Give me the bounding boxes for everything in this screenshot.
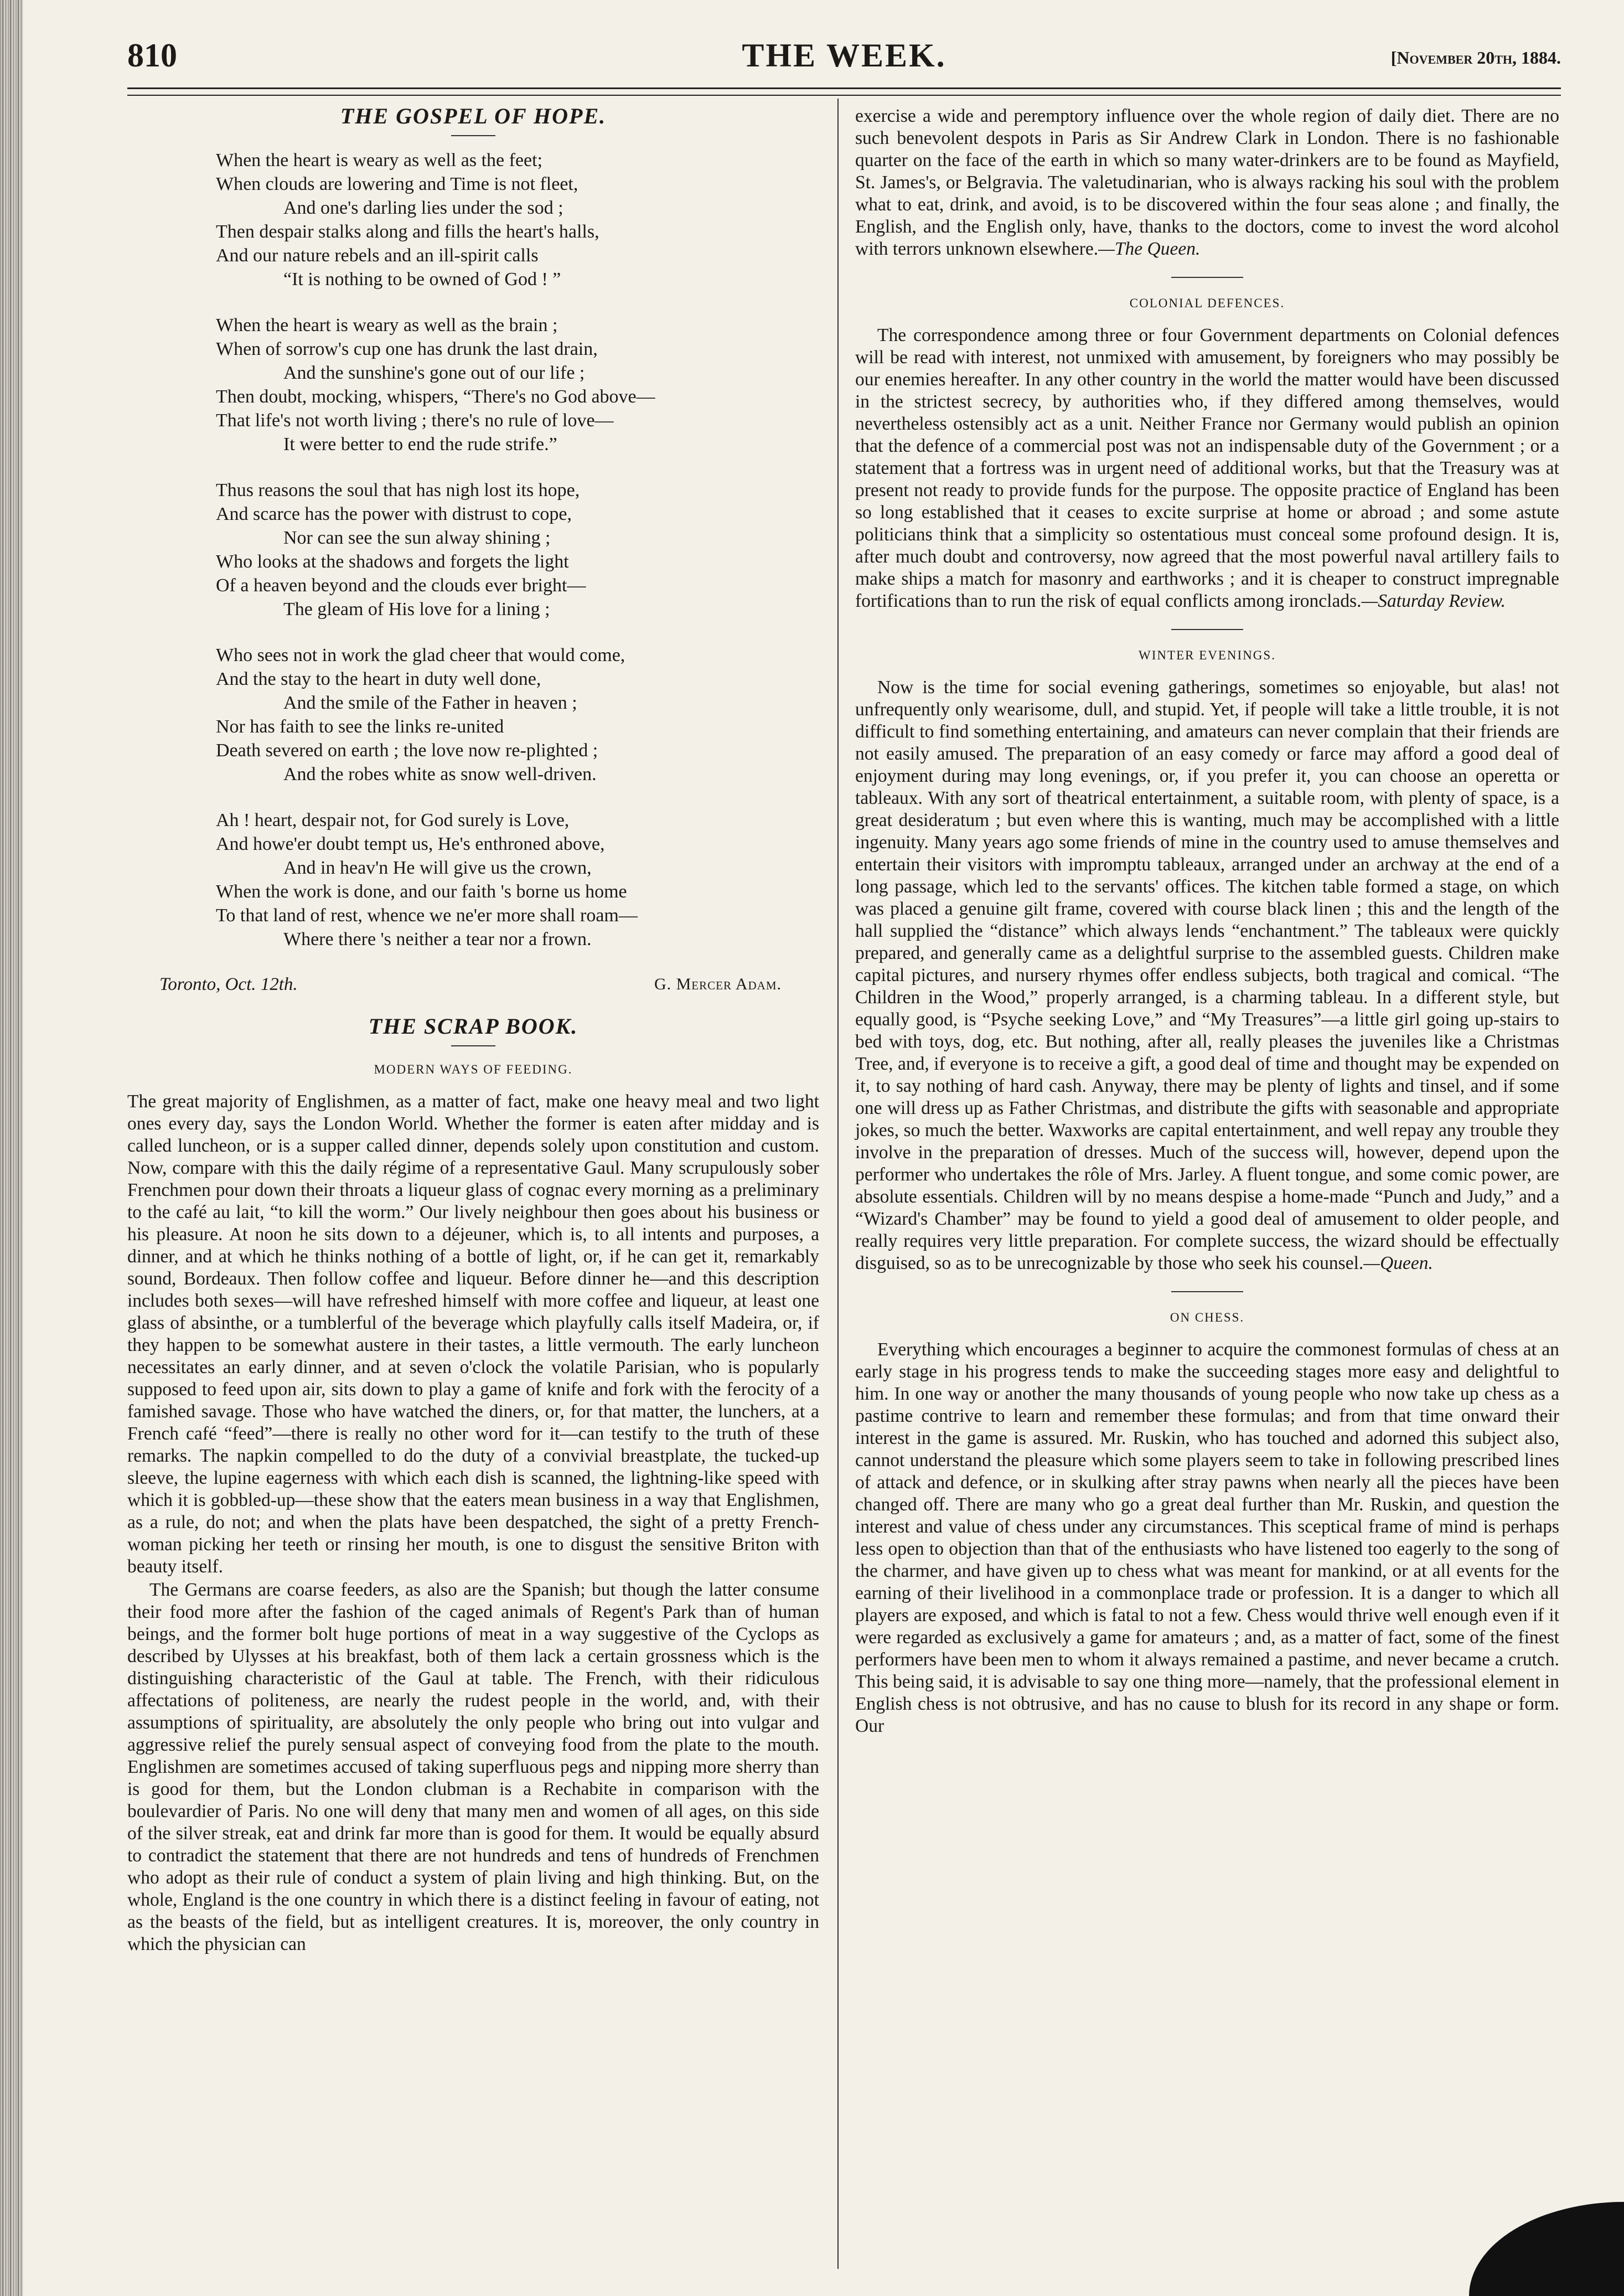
poem-line: And scarce has the power with distrust to cope, bbox=[216, 504, 572, 524]
poem-body bbox=[216, 148, 819, 951]
header-rule bbox=[127, 87, 1561, 96]
poem-line: When clouds are lowering and Time is not fleet, bbox=[216, 174, 578, 194]
winter-source: —Queen. bbox=[1363, 1253, 1433, 1273]
right-column bbox=[855, 105, 1559, 1737]
poem-line: The gleam of His love for a lining ; bbox=[283, 599, 550, 620]
poem-line: When of sorrow's cup one has drunk the last drain, bbox=[216, 339, 598, 359]
poem-line: And the stay to the heart in duty well done, bbox=[216, 669, 541, 689]
poem-line: Of a heaven beyond and the clouds ever bright— bbox=[216, 575, 586, 596]
section-rule bbox=[1171, 277, 1243, 278]
poem-title: THE GOSPEL OF HOPE. bbox=[340, 104, 607, 128]
feeding-continued-text: exercise a wide and peremptory influence over the whole region of daily diet. There are no such benevolent despots in Paris as Sir Andrew Clark in London. There is no fashionable quarter on the face of the earth in which so many water-drinkers are to be found as Mayfield, St. James's, or Belgravia. The valetudinarian, who is always racking his soul with the problem what to eat, drink, and avoid, is to be discovered within the four seas alone ; and finally, the English, and the English only, have, thanks to the doctors, come to invest the word alcohol with terrors unknown elsewhere. bbox=[855, 106, 1559, 259]
chess-heading: ON CHESS. bbox=[1170, 1310, 1245, 1324]
binding-edge bbox=[0, 0, 23, 2296]
poem-stanza bbox=[216, 148, 819, 291]
poem-line: Nor has faith to see the links re-united bbox=[216, 716, 504, 737]
feeding-paragraph: The Germans are coarse feeders, as also are the Spanish; but though the latter consume their food more after the fashion of the caged animals of Regent's Park than of human beings, and the former bolt huge portions of meat in a way suggestive of the Cyclops as described by Ulysses at his breakfast, both of them lack a certain grossness which is the distinguishing characteristic of the Gaul at table. The French, with their ridiculous affectations of politeness, are nearly the rudest people in the world, and, with their assumptions of spirituality, are absolutely the only people who bring out into vulgar and aggressive relief the purely sensual aspect of conveying food from the plate to the mouth. Englishmen are sometimes accused of taking superfluous pegs and nipping more sherry than is good for them, but the London clubman is a Rechabite in comparison with the boulevardier of Paris. No one will deny that many men and women of all ages, on this side of the silver streak, eat and drink far more than is good for them. It would be equally absurd to contradict the statement that there are not hundreds and tens of hundreds of Frenchmen who adopt as their rule of conduct a system of plain living and high thinking. But, on the whole, England is the one country in which there is a distinct feeling in favour of eating, not as the beasts of the field, but as intelligent creatures. It is, moreover, the only country in which the physician can bbox=[127, 1580, 819, 1954]
feeding-heading: MODERN WAYS OF FEEDING. bbox=[374, 1062, 573, 1076]
poem-line: And one's darling lies under the sod ; bbox=[283, 198, 563, 218]
poem-line: Where there 's neither a tear nor a frown. bbox=[283, 929, 592, 950]
section-rule bbox=[1171, 1291, 1243, 1292]
poem-line: And the smile of the Father in heaven ; bbox=[283, 693, 577, 713]
chess-paragraph: Everything which encourages a beginner to acquire the commonest formulas of chess at an early stage in his progress tends to make the succeeding stages more easy and delightful to him. In one way or another the many thousands of young people who now take up chess as a pastime contrive to learn and remember these formulas; and from that time onward their interest in the game is assured. Mr. Ruskin, who has touched and adorned this subject also, cannot understand the pleasure which some players seem to take in following prescribed lines of attack and defence, or in skulking after stray pawns when nearly all the pieces have been changed off. There are many who go a great deal further than Mr. Ruskin, and question the interest and value of chess under any circumstances. This sceptical frame of mind is perhaps less open to objection than that of the enthusiasts who have listened too eagerly to the song of the charmer, and have given up to chess what was meant for mankind, or at all events for the earning of their livelihood in a commonplace trade or profession. It is a danger to which all players are exposed, and which is fatal to not a few. Chess would thrive well enough even if it were regarded as exclusively a game for amateurs ; and, as a matter of fact, some of the finest performers have been men to whom it always remained a pastime, and never became a crutch. This being said, it is advisable to say one thing more—namely, that the professional element in English chess is not obtrusive, and has no cause to blush for its record in any shape or form. Our bbox=[855, 1339, 1559, 1736]
colonial-source: —Saturday Review. bbox=[1361, 591, 1506, 611]
poem-author: G. Mercer Adam. bbox=[654, 975, 782, 993]
feeding-source: —The Queen. bbox=[1098, 239, 1201, 259]
poem-stanza bbox=[216, 808, 819, 951]
poem-line: It were better to end the rude strife.” bbox=[283, 434, 557, 455]
poem-line: And the sunshine's gone out of our life ; bbox=[283, 363, 585, 383]
poem-line: When the heart is weary as well as the brain ; bbox=[216, 315, 558, 336]
column-divider bbox=[837, 99, 839, 2269]
colonial-text: The correspondence among three or four Government departments on Colonial defences will be read with interest, not unmixed with amusement, by foreigners who may possibly be our enemies hereafter. In any other country in the world the matter would have been discussed in the strictest secrecy, by authorities who, if they differed among themselves, would nevertheless ostensibly act as a unit. Neither France nor Germany would publish an opinion that the defence of a commercial post was not an indispensable duty of the Government ; or a statement that a fortress was in urgent need of additional works, but that the Treasury was at present not ready to provide funds for the purpose. The opposite practice of England has been so long established that it ceases to excite surprise at home or abroad ; and some astute politicians think that a simplicity so ostentatious must conceal some profound design. It is, after much doubt and controversy, now agreed that the most powerful naval artillery fails to make ships a match for masonry and earthworks ; and it is cheaper to construct impregnable fortifications than to run the risk of equal conflicts among ironclads. bbox=[855, 325, 1559, 611]
poem-line: And our nature rebels and an ill-spirit calls bbox=[216, 245, 539, 266]
poem-stanza bbox=[216, 643, 819, 786]
poem-line: And in heav'n He will give us the crown, bbox=[283, 858, 592, 878]
poem-line: Thus reasons the soul that has nigh lost its hope, bbox=[216, 480, 580, 501]
winter-heading: WINTER EVENINGS. bbox=[1139, 648, 1276, 662]
poem-line: Then despair stalks along and fills the heart's halls, bbox=[216, 221, 599, 242]
issue-date: [November 20th, 1884. bbox=[1390, 48, 1561, 68]
masthead: THE WEEK. bbox=[742, 37, 947, 74]
poem-line: Who sees not in work the glad cheer that would come, bbox=[216, 645, 625, 665]
poem-line: “It is nothing to be owned of God ! ” bbox=[283, 269, 561, 290]
poem-stanza bbox=[216, 478, 819, 621]
poem-line: Ah ! heart, despair not, for God surely is Love, bbox=[216, 810, 570, 830]
scrap-book-title: THE SCRAP BOOK. bbox=[368, 1014, 578, 1039]
feeding-paragraph-continued bbox=[855, 105, 1559, 260]
poem-line: And the robes white as snow well-driven. bbox=[283, 764, 597, 785]
poem-line: When the work is done, and our faith 's borne us home bbox=[216, 881, 627, 902]
colonial-paragraph bbox=[855, 324, 1559, 612]
page-number: 810 bbox=[127, 37, 177, 74]
left-column bbox=[127, 105, 819, 1956]
poem-stanza bbox=[216, 313, 819, 456]
poem-line: Death severed on earth ; the love now re-plighted ; bbox=[216, 740, 598, 761]
poem-line: Nor can see the sun alway shining ; bbox=[283, 528, 551, 548]
poem-line: That life's not worth living ; there's no rule of love— bbox=[216, 410, 614, 431]
poem-line: When the heart is weary as well as the feet; bbox=[216, 150, 543, 171]
winter-text: Now is the time for social evening gatherings, sometimes so enjoyable, but alas! not unfrequently only wearisome, dull, and stupid. Yet, if people will take a little trouble, it is not difficult to find something entertaining, and amateurs can never complain that their friends are not easily amused. The preparation of an easy comedy or farce may afford a good deal of enjoyment during may long evenings, or, if you prefer it, you can choose an operetta or tableaux. With any sort of theatrical entertainment, a suitable room, with plenty of space, is a great desideratum ; but even where this is wanting, much may be accomplished with a little ingenuity. Many years ago some friends of mine in the country used to amuse themselves and entertain their visitors with impromptu tableaux, arranged under an archway at the end of a long passage, which led to the servants' offices. The kitchen table formed a stage, on which was placed a genuine gilt frame, covered with course black linen ; this and the length of the hall supplied the “distance” which always lends “enchantment.” The tableaux were quickly prepared, and generally came as a delightful surprise to the assembled guests. Children make capital pictures, and nursery rhymes offer endless subjects, both tragical and comical. “The Children in the Wood,” properly arranged, is a charming tableau. In a different style, but equally good, is “Psyche seeking Love,” and “My Treasures”—a little girl going up-stairs to bed with toys, dog, etc. But nothing, after all, really pleases the juveniles like a Christmas Tree, and, if everyone is to receive a gift, a good deal of time and thought may be expended on it, to say nothing of hard cash. Anyway, there may be plenty of lights and tinsel, and if some one will dress up as Father Christmas, and distribute the gifts with seasonable and appropriate jokes, so much the better. Waxworks are capital entertainment, and well repay any trouble they involve in the preparation of dresses. Much of the success will, however, depend upon the performer who undertakes the rôle of Mrs. Jarley. A fluent tongue, and some comic power, are absolute essentials. Children will by no means despise a home-made “Punch and Judy,” and a “Wizard's Chamber” may be found to yield a good deal of amusement to older people, and really requires very little preparation. For complete success, the wizard should be effectually disguised, so as to be unrecognizable by those who seek his counsel. bbox=[855, 677, 1559, 1273]
poem-line: To that land of rest, whence we ne'er more shall roam— bbox=[216, 905, 638, 926]
poem-place-date: Toronto, Oct. 12th. bbox=[159, 974, 298, 994]
poem-line: Who looks at the shadows and forgets the light bbox=[216, 551, 569, 572]
winter-paragraph bbox=[855, 677, 1559, 1275]
poem-signoff bbox=[127, 973, 819, 995]
poem-line: And howe'er doubt tempt us, He's enthroned above, bbox=[216, 834, 605, 854]
page-curl-shadow bbox=[1469, 2202, 1624, 2296]
feeding-paragraph: The great majority of Englishmen, as a matter of fact, make one heavy meal and two light ones every day, says the London World. Whether the former is eaten after midday and is called luncheon, or is a supper called dinner, depends solely upon constitution and custom. Now, compare with this the daily régime of a representative Gaul. Many scrupulously sober Frenchmen pour down their throats a liqueur glass of cognac every morning as a preliminary to the café au lait, “to kill the worm.” Our lively neighbour then goes about his business or his pleasure. At noon he sits down to a déjeuner, which is, to all intents and purposes, a dinner, and at which he thinks nothing of a bottle of light, or, if he can get it, remarkably sound, Bordeaux. Then follow coffee and liqueur. Before dinner he—and this description includes both sexes—will have refreshed himself with more coffee and liqueur, at least one glass of absinthe, or a tumblerful of the beverage which playfully calls itself Madeira, or, if they happen to be somewhat austere in their tastes, a little vermouth. The early luncheon necessitates an early dinner, and at seven o'clock the volatile Parisian, who is popularly supposed to feed upon air, sits down to play a game of knife and fork with the ferocity of a famished savage. Those who have watched the diners, or, for that matter, the lunchers, at a French café “feed”—there is really no other word for it—can testify to the truth of these remarks. The napkin compelled to do the duty of a convivial breastplate, the tucked-up sleeve, the lupine eagerness with which each dish is scanned, the lightning-like speed with which it is gobbled-up—these show that the eaters mean business in a way that Englishmen, as a rule, do not; and when the plats have been despatched, the sight of a pretty French-woman picking her teeth or rinsing her mouth, is one to disgust the sensitive Briton with beauty itself. bbox=[127, 1091, 819, 1577]
title-rule bbox=[451, 1045, 495, 1046]
title-rule bbox=[451, 135, 495, 136]
colonial-heading: COLONIAL DEFENCES. bbox=[1129, 296, 1285, 310]
poem-line: Then doubt, mocking, whispers, “There's no God above— bbox=[216, 386, 655, 407]
page-header bbox=[127, 37, 1561, 81]
section-rule bbox=[1171, 629, 1243, 630]
